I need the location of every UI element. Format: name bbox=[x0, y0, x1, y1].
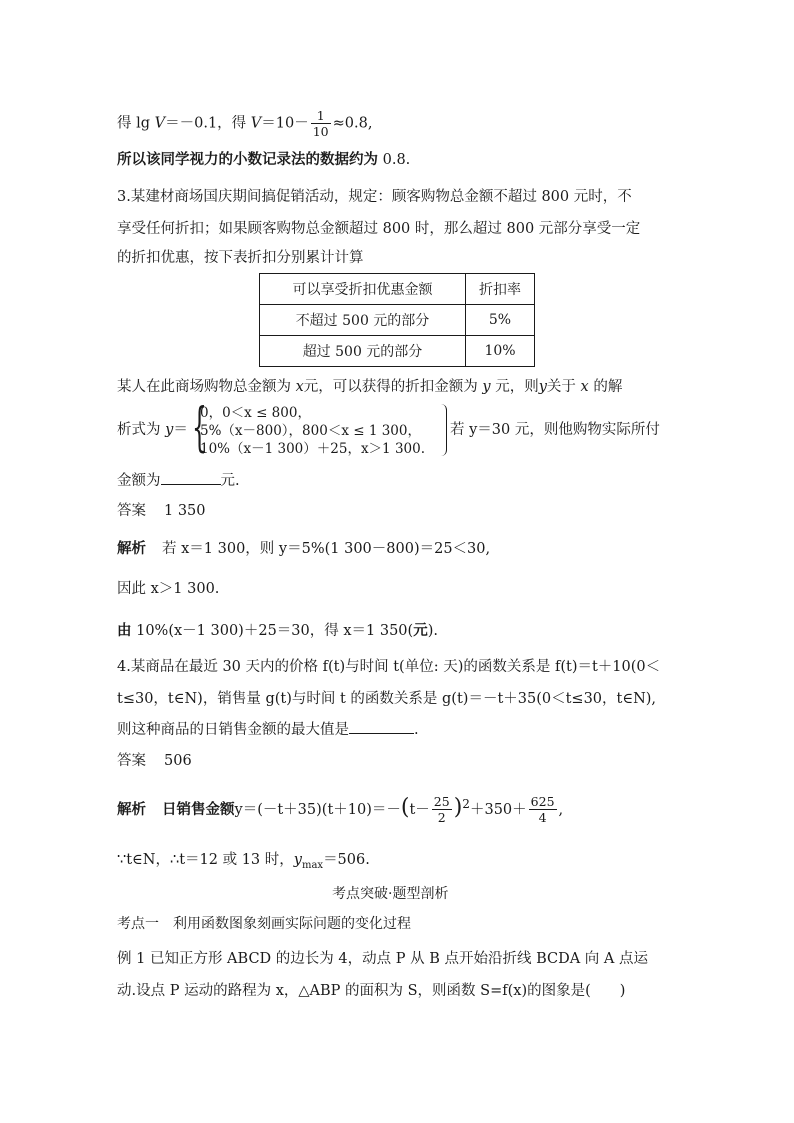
fraction: $\frac{25}{2}$ bbox=[433, 794, 450, 826]
solution-line-lgV: 得 lg V＝－0.1，得 V＝10－ $\frac{1}{10}$ ≈0.8, bbox=[117, 108, 373, 139]
table-row bbox=[260, 336, 535, 367]
q4-text-line-3: 则这种商品的日销售金额的最大值是 . bbox=[117, 719, 419, 740]
table-header-row bbox=[260, 274, 535, 305]
q4-analysis-line-1: 解析 日销售金额y＝(－t＋35)(t＋10)＝－(t－ $\frac{25}{2}$ )$^2$＋350＋ $\frac{625}{4}$ , bbox=[117, 794, 564, 826]
piecewise-case-2: 5%（x－800），800＜x ≤ 1 300， bbox=[200, 423, 421, 439]
q3-answer: 答案 1 350 bbox=[117, 503, 206, 519]
q3-piecewise-prefix: 析式为 y＝ bbox=[117, 422, 188, 438]
q3-text-line-2: 享受任何折扣；如果顾客购物总金额超过 800 时，那么超过 800 元部分享受一定 bbox=[117, 221, 641, 237]
table-header-cell: 可以享受折扣优惠金额 bbox=[260, 274, 466, 305]
section-title: 考点突破·题型剖析 bbox=[332, 886, 449, 902]
table-header-cell: 折扣率 bbox=[466, 274, 535, 305]
fraction: $\frac{625}{4}$ bbox=[530, 794, 555, 826]
q4-conclusion: ∵t∈N，∴t＝12 或 13 时，$y_{max}=506$. bbox=[117, 852, 370, 871]
q3-condition: 若 y＝30 元，则他购物实际所付 bbox=[450, 422, 660, 438]
q3-analysis-line-3: 由 10%(x－1 300)＋25＝30，得 x＝1 350(元). bbox=[117, 622, 438, 639]
table-cell: 10% bbox=[466, 336, 535, 367]
q3-text-line-4: 某人在此商场购物总金额为 x元，可以获得的折扣金额为 y 元，则y关于 x 的解 bbox=[117, 379, 623, 395]
solution-conclusion: 所以该同学视力的小数记录法的数据约为 0.8. bbox=[117, 151, 411, 168]
q4-text-line-1: 4.某商品在最近 30 天内的价格 f(t)与时间 t(单位: 天)的函数关系是 f(t)＝t＋10(0＜ bbox=[117, 659, 661, 675]
q3-analysis-line-2: 因此 x＞1 300. bbox=[117, 581, 220, 597]
table-cell: 5% bbox=[466, 305, 535, 336]
q3-analysis-line-1: 解析 若 x＝1 300，则 y＝5%(1 300－800)＝25＜30, bbox=[117, 540, 491, 557]
piecewise-case-3: 10%（x－1 300）＋25，x＞1 300. bbox=[200, 441, 425, 457]
table-cell: 超过 500 元的部分 bbox=[260, 336, 466, 367]
q4-text-line-2: t≤30，t∈N)，销售量 g(t)与时间 t 的函数关系是 g(t)＝－t＋35(0＜t≤30，t∈N), bbox=[117, 691, 657, 707]
answer-blank bbox=[349, 719, 414, 734]
fraction: $\frac{1}{10}$ bbox=[312, 108, 329, 139]
example-line-2: 动.设点 P 运动的路程为 x，△ABP 的面积为 S，则函数 S=f(x)的图象是( ) bbox=[117, 983, 626, 999]
discount-table bbox=[259, 273, 535, 367]
q3-text-line-3: 的折扣优惠，按下表折扣分别累计计算 bbox=[117, 250, 364, 266]
table-row bbox=[260, 305, 535, 336]
left-brace: { bbox=[192, 398, 207, 458]
piecewise-case-1: 0，0＜x ≤ 800， bbox=[200, 405, 311, 421]
q3-text-line-1: 3.某建材商场国庆期间搞促销活动，规定：顾客购物总金额不超过 800 元时，不 bbox=[117, 189, 632, 205]
example-line-1: 例 1 已知正方形 ABCD 的边长为 4，动点 P 从 B 点开始沿折线 BCDA 向 A 点运 bbox=[117, 951, 648, 967]
right-brace bbox=[440, 404, 447, 456]
table-cell: 不超过 500 元的部分 bbox=[260, 305, 466, 336]
q3-fill-blank-line: 金额为 元. bbox=[117, 470, 240, 491]
answer-blank bbox=[161, 470, 221, 485]
q4-answer: 答案 506 bbox=[117, 753, 192, 769]
kaodian-heading: 考点一 利用函数图象刻画实际问题的变化过程 bbox=[117, 916, 411, 932]
